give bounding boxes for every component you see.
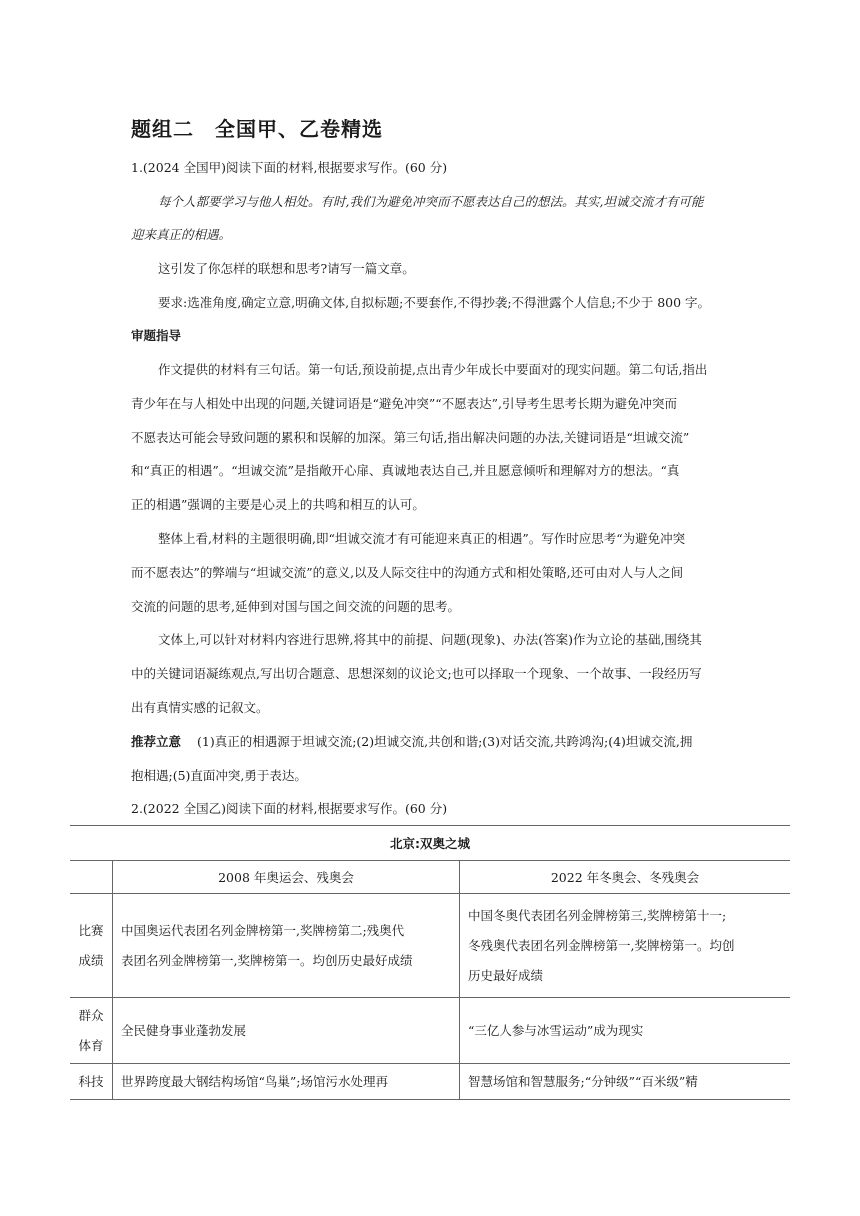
table-col-header-2022: 2022 年冬奥会、冬残奥会 [460,861,791,894]
cell-line: 世界跨度最大钢结构场馆“鸟巢”;场馆污水处理再 [121,1073,388,1089]
table-cell [113,1064,460,1100]
guide-p1-line: 和“真正的相遇”。“坦诚交流”是指敞开心扉、真诚地表达自己,并且愿意倾听和理解对方的想法。“真 [131,463,680,478]
row-label-mass-sports [70,998,113,1064]
guide-p2-line: 而不愿表达”的弊端与“坦诚交流”的意义,以及人际交往中的沟通方式和相处策略,还可由对人与人之间 [131,565,684,580]
cell-line: 历史最好成绩 [468,967,544,983]
row-label-technology [70,1064,113,1100]
table-col-header-2008: 2008 年奥运会、残奥会 [113,861,460,894]
guide-p3-line: 出有真情实感的记叙文。 [131,700,269,715]
guide-p2-line: 交流的问题的思考,延伸到对国与国之间交流的问题的思考。 [131,599,460,614]
writing-requirement: 要求:选准角度,确定立意,明确文体,自拟标题;不要套作,不得抄袭;不得泄露个人信息;不少于 800 字。 [158,295,711,310]
table-cell [460,998,791,1064]
guide-p1-line: 作文提供的材料有三句话。第一句话,预设前提,点出青少年成长中要面对的现实问题。第二句话,指出 [158,362,708,377]
material-line-2: 迎来真正的相遇。 [131,227,232,242]
table-cell [113,998,460,1064]
cell-line: 中国冬奥代表团名列金牌榜第三,奖牌榜第十一; [468,907,727,923]
guide-p1-line: 正的相遇”强调的主要是心灵上的共鸣和相互的认可。 [131,497,425,512]
row-label-line: 群众 [78,1007,104,1023]
table-cell [460,1064,791,1100]
guide-heading: 审题指导 [131,328,182,343]
cell-line: 全民健身事业蓬勃发展 [121,1022,247,1038]
table-cell [460,894,791,998]
recommend-line-2: 抱相遇;(5)直面冲突,勇于表达。 [131,768,307,783]
row-label-line: 比赛 [78,922,104,938]
guide-p3-line: 中的关键词语凝练观点,写出切合题意、思想深刻的议论文;也可以择取一个现象、一个故事、一段经历写 [131,666,702,681]
guide-p3-line: 文体上,可以针对材料内容进行思辨,将其中的前提、问题(现象)、办法(答案)作为立论的基础,围绕其 [158,632,702,647]
material-line-1: 每个人都要学习与他人相处。有时,我们为避免冲突而不愿表达自己的想法。其实,坦诚交流才有可能 [158,194,704,209]
table-corner-cell [70,861,113,894]
recommend-label: 推荐立意 [131,734,182,749]
olympics-table [70,825,790,1100]
cell-line: 智慧场馆和智慧服务;“分钟级”“百米级”精 [468,1073,698,1089]
row-label-line: 科技 [78,1073,104,1089]
guide-p1-line: 青少年在与人相处中出现的问题,关键词语是“避免冲突”“不愿表达”,引导考生思考长期为避免冲突而 [131,396,678,411]
row-label-line: 体育 [78,1037,104,1053]
table-title: 北京:双奥之城 [70,826,790,861]
cell-line: “三亿人参与冰雪运动”成为现实 [468,1022,644,1038]
question-2-heading: 2.(2022 全国乙)阅读下面的材料,根据要求写作。(60 分) [131,801,448,816]
guide-p2-line: 整体上看,材料的主题很明确,即“坦诚交流才有可能迎来真正的相遇”。写作时应思考“为避免冲突 [158,531,686,546]
section-title: 题组二 全国甲、乙卷精选 [131,117,383,141]
row-label-results [70,894,113,998]
row-label-line: 成绩 [78,952,104,968]
writing-prompt: 这引发了你怎样的联想和思考?请写一篇文章。 [158,261,415,276]
cell-line: 中国奥运代表团名列金牌榜第一,奖牌榜第二;残奥代 [121,922,405,938]
recommend-line-1: (1)真正的相遇源于坦诚交流;(2)坦诚交流,共创和谐;(3)对话交流,共跨鸿沟;(4)坦诚交流,拥 [197,734,693,749]
question-1-heading: 1.(2024 全国甲)阅读下面的材料,根据要求写作。(60 分) [131,160,448,175]
guide-p1-line: 不愿表达可能会导致问题的累积和误解的加深。第三句话,指出解决问题的办法,关键词语是“坦诚交流” [131,430,690,445]
table-cell [113,894,460,998]
cell-line: 表团名列金牌榜第一,奖牌榜第一。均创历史最好成绩 [121,952,413,968]
cell-line: 冬残奥代表团名列金牌榜第一,奖牌榜第一。均创 [468,937,735,953]
